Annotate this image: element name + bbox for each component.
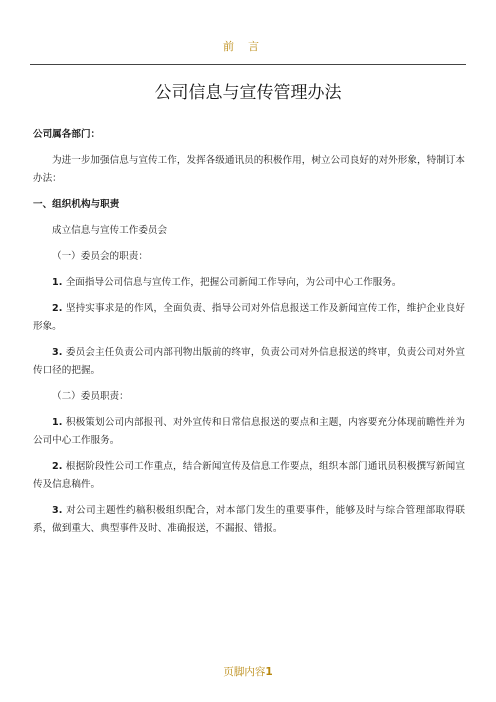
document-body bbox=[33, 126, 465, 546]
header-divider bbox=[30, 64, 466, 65]
section-heading-1: 一、组织机构与职责 bbox=[33, 199, 120, 210]
item-text: 坚持实事求是的作风，全面负责、指导公司对外信息报送工作及新闻宣传工作，维护企业良好形象。 bbox=[33, 303, 465, 332]
list-item: 1. 全面指导公司信息与宣传工作，把握公司新闻工作导向，为公司中心工作服务。 bbox=[52, 277, 402, 288]
item-number: 1 bbox=[52, 417, 59, 428]
item-text: 积极策划公司内部报刊、对外宣传和日常信息报送的要点和主题，内容要充分体现前瞻性并为公司中心工作服务。 bbox=[33, 417, 465, 446]
list-item: 3. 委员会主任负责公司内部刊物出版前的终审，负责公司对外信息报送的终审，负责公司对外宣传口径的把握。 bbox=[33, 347, 465, 376]
page-number: 1 bbox=[265, 666, 273, 678]
item-number: 3 bbox=[52, 505, 59, 516]
page-footer bbox=[0, 664, 496, 679]
item-number: 3 bbox=[52, 347, 59, 358]
item-text: 根据阶段性公司工作重点，结合新闻宣传及信息工作要点，组织本部门通讯员积极撰写新闻宣传及信息稿件。 bbox=[33, 461, 465, 490]
list-item: 2. 根据阶段性公司工作重点，结合新闻宣传及信息工作要点，组织本部门通讯员积极撰写新闻宣传及信息稿件。 bbox=[33, 461, 465, 490]
footer-label: 页脚内容 bbox=[223, 666, 266, 678]
list-item: 2. 坚持实事求是的作风，全面负责、指导公司对外信息报送工作及新闻宣传工作，维护企业良好形象。 bbox=[33, 303, 465, 332]
page-header: 前言 bbox=[223, 40, 273, 53]
item-number: 1 bbox=[52, 277, 59, 288]
section-lead: 成立信息与宣传工作委员会 bbox=[52, 225, 168, 236]
intro-paragraph: 为进一步加强信息与宣传工作，发挥各级通讯员的积极作用，树立公司良好的对外形象，特制订本办法： bbox=[33, 155, 465, 184]
list-item: 1. 积极策划公司内部报刊、对外宣传和日常信息报送的要点和主题，内容要充分体现前瞻性并为公司中心工作服务。 bbox=[33, 417, 465, 446]
subsection-heading-2: （二）委员职责： bbox=[52, 391, 129, 402]
item-text: 委员会主任负责公司内部刊物出版前的终审，负责公司对外信息报送的终审，负责公司对外宣传口径的把握。 bbox=[33, 347, 465, 376]
list-item: 3. 对公司主题性约稿积极组织配合，对本部门发生的重要事件，能够及时与综合管理部取得联系，做到重大、典型事件及时、准确报送，不漏报、错报。 bbox=[33, 505, 465, 534]
item-number: 2 bbox=[52, 303, 59, 314]
item-text: 全面指导公司信息与宣传工作，把握公司新闻工作导向，为公司中心工作服务。 bbox=[65, 277, 402, 288]
document-title: 公司信息与宣传管理办法 bbox=[154, 83, 342, 103]
subsection-heading-1: （一）委员会的职责： bbox=[52, 251, 148, 262]
department-label: 公司属各部门： bbox=[33, 129, 101, 140]
item-text: 对公司主题性约稿积极组织配合，对本部门发生的重要事件，能够及时与综合管理部取得联系，做到重大、典型事件及时、准确报送，不漏报、错报。 bbox=[33, 505, 465, 534]
item-number: 2 bbox=[52, 461, 59, 472]
